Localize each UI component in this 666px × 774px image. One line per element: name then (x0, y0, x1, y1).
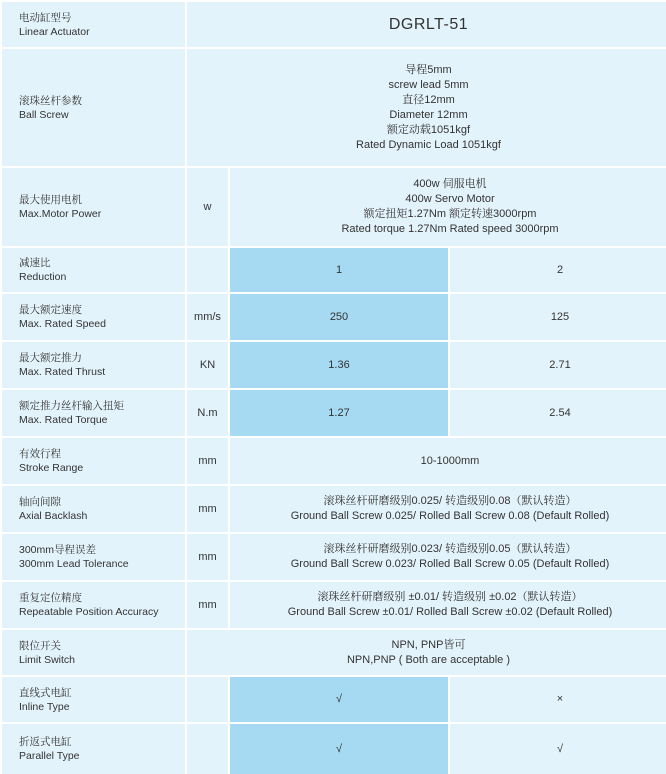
label-cn: 折返式电缸 (19, 736, 72, 748)
label-cn: 300mm导程误差 (19, 544, 97, 556)
parallel-type-mark-2: √ (450, 724, 666, 774)
speed-value-1: 250 (230, 294, 448, 340)
thrust-value-2: 2.71 (450, 342, 666, 388)
ball-screw-line: 额定动载1051kgf (386, 123, 471, 136)
speed-unit: mm/s (187, 294, 228, 340)
motor-value (230, 168, 666, 246)
reduction-unit (187, 248, 228, 292)
ball-screw-line: 导程5mm (405, 63, 452, 76)
row-label-parallel-type (2, 724, 185, 774)
inline-type-mark-2: × (450, 677, 666, 722)
row-label-inline-type (2, 677, 185, 722)
label-en: Linear Actuator (19, 25, 90, 38)
label-en: Repeatable Position Accuracy (19, 606, 159, 618)
label-en: 300mm Lead Tolerance (19, 558, 129, 570)
backlash-value (230, 486, 666, 532)
motor-unit: w (187, 168, 228, 246)
label-cn: 有效行程 (19, 448, 61, 460)
label-cn: 最大使用电机 (19, 194, 82, 206)
row-label-thrust (2, 342, 185, 388)
label-en: Max. Rated Thrust (19, 366, 106, 378)
ball-screw-line: Rated Dynamic Load 1051kgf (356, 138, 501, 151)
spec-table (2, 2, 664, 762)
label-cn: 最大额定速度 (19, 304, 82, 316)
limit-switch-value (187, 630, 666, 675)
reduction-value-1: 1 (230, 248, 448, 292)
motor-line: 400w Servo Motor (405, 193, 495, 205)
thrust-unit: KN (187, 342, 228, 388)
torque-value-2: 2.54 (450, 390, 666, 436)
label-en: Max. Rated Torque (19, 414, 108, 426)
motor-line: Rated torque 1.27Nm Rated speed 3000rpm (341, 223, 559, 235)
inline-type-unit (187, 677, 228, 722)
label-cn: 直线式电缸 (19, 686, 72, 699)
row-label-reduction (2, 248, 185, 292)
stroke-value: 10-1000mm (230, 438, 666, 484)
row-label-repeatability (2, 582, 185, 628)
label-en: Ball Screw (19, 108, 69, 121)
row-label-stroke (2, 438, 185, 484)
label-cn: 限位开关 (19, 639, 61, 652)
row-label-model (2, 2, 185, 47)
ball-screw-line: screw lead 5mm (388, 78, 469, 91)
stroke-unit: mm (187, 438, 228, 484)
label-en: Stroke Range (19, 462, 84, 474)
torque-unit: N.m (187, 390, 228, 436)
motor-line: 400w 伺服电机 (413, 178, 487, 190)
model-title: DGRLT-51 (187, 2, 666, 47)
label-en: Max.Motor Power (19, 208, 102, 220)
label-cn: 滚珠丝杆参数 (19, 94, 82, 107)
repeatability-line-en: Ground Ball Screw ±0.01/ Rolled Ball Screw ±0.02 (Default Rolled) (287, 606, 613, 618)
limit-switch-line-en: NPN,PNP ( Both are acceptable ) (346, 653, 511, 666)
label-en: Limit Switch (19, 653, 76, 666)
lead-tolerance-unit: mm (187, 534, 228, 580)
row-label-speed (2, 294, 185, 340)
label-en: Reduction (19, 271, 67, 283)
row-label-lead-tolerance (2, 534, 185, 580)
motor-line: 额定扭矩1.27Nm 额定转速3000rpm (363, 208, 537, 220)
lead-tolerance-line-en: Ground Ball Screw 0.023/ Rolled Ball Screw 0.05 (Default Rolled) (290, 558, 610, 570)
row-label-ball-screw (2, 49, 185, 166)
torque-value-1: 1.27 (230, 390, 448, 436)
backlash-line-cn: 滚珠丝杆研磨级别0.025/ 转造级别0.08（默认转造） (323, 495, 577, 507)
ball-screw-line: Diameter 12mm (389, 108, 468, 121)
label-cn: 额定推力丝杆输入扭矩 (19, 400, 124, 412)
repeatability-value (230, 582, 666, 628)
label-en: Max. Rated Speed (19, 318, 106, 330)
row-label-backlash (2, 486, 185, 532)
limit-switch-line-cn: NPN, PNP皆可 (391, 638, 466, 651)
label-cn: 轴向间隙 (19, 496, 61, 508)
label-cn: 减速比 (19, 257, 51, 269)
repeatability-unit: mm (187, 582, 228, 628)
row-label-limit-switch (2, 630, 185, 675)
label-en: Inline Type (19, 700, 70, 713)
lead-tolerance-line-cn: 滚珠丝杆研磨级别0.023/ 转造级别0.05（默认转造） (323, 543, 577, 555)
backlash-unit: mm (187, 486, 228, 532)
backlash-line-en: Ground Ball Screw 0.025/ Rolled Ball Screw 0.08 (Default Rolled) (290, 510, 610, 522)
inline-type-mark-1: √ (230, 677, 448, 722)
reduction-value-2: 2 (450, 248, 666, 292)
ball-screw-value (187, 49, 666, 166)
label-en: Parallel Type (19, 750, 80, 762)
row-label-motor (2, 168, 185, 246)
ball-screw-line: 直径12mm (402, 93, 455, 106)
thrust-value-1: 1.36 (230, 342, 448, 388)
parallel-type-unit (187, 724, 228, 774)
label-cn: 最大额定推力 (19, 352, 82, 364)
row-label-torque (2, 390, 185, 436)
repeatability-line-cn: 滚珠丝杆研磨级别 ±0.01/ 转造级别 ±0.02（默认转造） (317, 591, 583, 603)
speed-value-2: 125 (450, 294, 666, 340)
lead-tolerance-value (230, 534, 666, 580)
label-cn: 重复定位精度 (19, 592, 82, 604)
parallel-type-mark-1: √ (230, 724, 448, 774)
label-cn: 电动缸型号 (19, 11, 72, 24)
label-en: Axial Backlash (19, 510, 88, 522)
